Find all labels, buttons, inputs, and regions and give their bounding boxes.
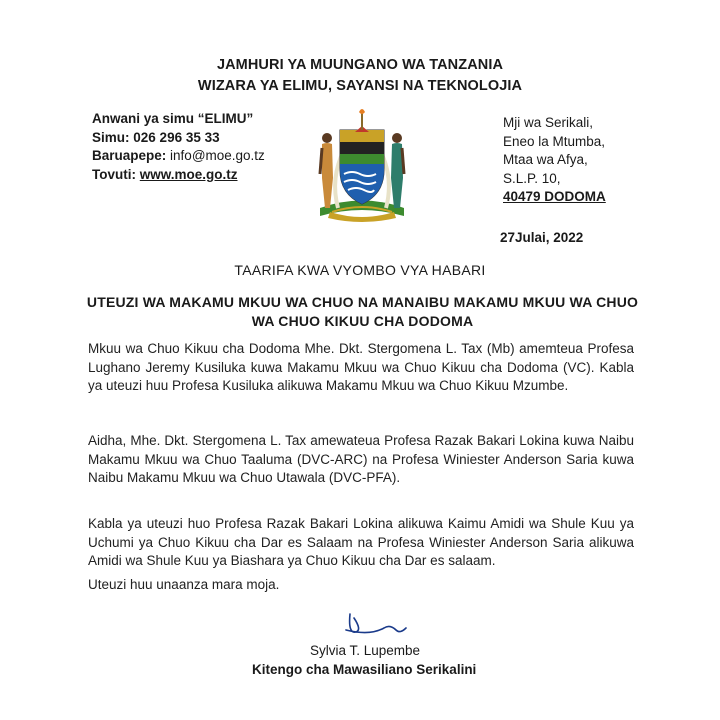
telegram-address: Anwani ya simu “ELIMU” [92, 111, 254, 126]
body-paragraph: Uteuzi huu unaanza mara moja. [88, 577, 280, 592]
email-line [92, 147, 265, 166]
signer-name: Sylvia T. Lupembe [310, 643, 421, 658]
address-line: Mji wa Serikali, [503, 115, 594, 130]
address-line: Mtaa wa Afya, [503, 152, 588, 167]
phone-line [92, 129, 265, 148]
web-label: Tovuti: [92, 166, 136, 182]
contact-block [92, 110, 265, 184]
coat-of-arms-emblem [310, 108, 414, 223]
handwritten-signature [340, 608, 410, 638]
body-paragraph: Aidha, Mhe. Dkt. Stergomena L. Tax amewateua Profesa Razak Bakari Lokina kuwa Naibu Makamu Mkuu wa Chuo Taaluma (DVC-ARC) na Profesa Winiester Anderson Saria kuwa Naibu Makamu Mkuu wa Chuo Utawala (DVC-PFA). [88, 433, 634, 486]
subject-heading: UTEUZI WA MAKAMU MKUU WA CHUO NA MANAIBU MAKAMU MKUU WA CHUO WA CHUO KIKUU CHA DODOMA [86, 294, 639, 329]
body-paragraph: Kabla ya uteuzi huo Profesa Razak Bakari Lokina alikuwa Kaimu Amidi wa Shule Kuu ya Uchumi ya Chuo Kikuu cha Dar es Salaam na Profesa Winiester Anderson Saria alikuwa Amidi wa Shule Kuu ya Biashara ya Chuo Kikuu cha Dar es salaam. [88, 516, 634, 569]
header-ministry: WIZARA YA ELIMU, SAYANSI NA TEKNOLOJIA [197, 78, 523, 94]
emblem-woman-figure [391, 133, 404, 208]
phone-label: Simu: [92, 129, 130, 145]
phone-number: 026 296 35 33 [133, 129, 220, 145]
emblem-ribbon [328, 212, 396, 222]
document-date: 27Julai, 2022 [500, 230, 584, 245]
web-line [92, 166, 265, 185]
body-paragraph: Mkuu wa Chuo Kikuu cha Dodoma Mhe. Dkt. Stergomena L. Tax (Mb) amemteua Profesa Lughano Jeremy Kusiluka kuwa Makamu Mkuu wa Chuo Kikuu cha Dodoma (VC). Kabla ya uteuzi huu Profesa Kusiluka alikuwa Makamu Mkuu wa Chuo Kikuu Mzumbe. [88, 341, 634, 394]
press-release-title: TAARIFA KWA VYOMBO VYA HABARI [234, 262, 486, 278]
web-link[interactable]: www.moe.go.tz [139, 166, 238, 182]
signer-unit: Kitengo cha Mawasiliano Serikalini [252, 662, 477, 677]
emblem-man-figure [320, 133, 333, 208]
address-city: 40479 DODOMA [503, 189, 606, 204]
postal-address-block [503, 114, 606, 207]
address-line: Eneo la Mtumba, [503, 133, 606, 149]
address-line: S.L.P. 10, [503, 170, 561, 186]
email-label: Baruapepe: [92, 148, 167, 163]
email-address[interactable]: info@moe.go.tz [170, 148, 265, 163]
header-country: JAMHURI YA MUUNGANO WA TANZANIA [216, 57, 504, 73]
